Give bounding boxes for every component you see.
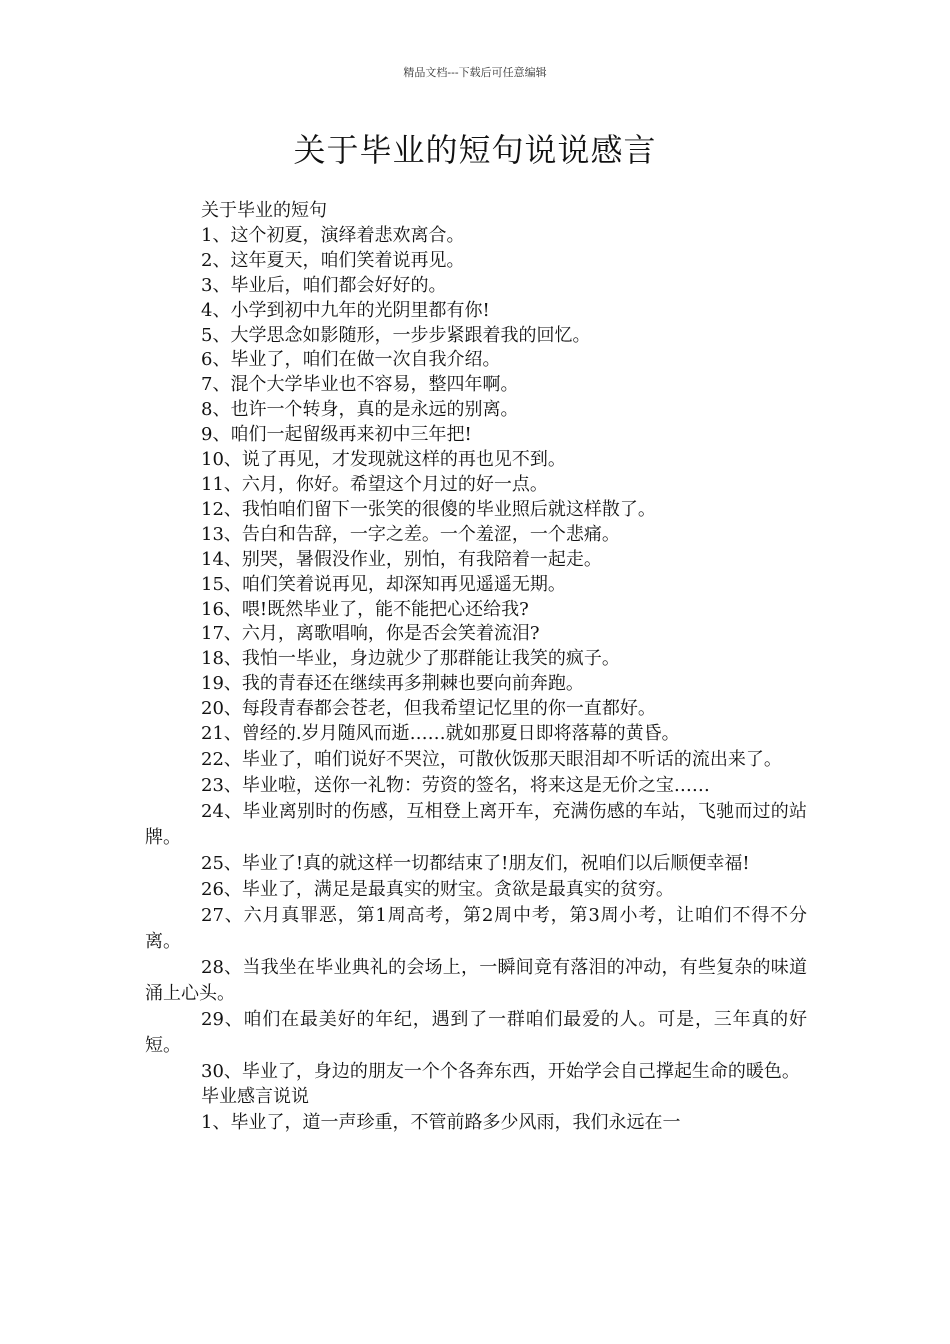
page-title: 关于毕业的短句说说感言 <box>293 131 657 169</box>
list-item: 11、六月，你好。希望这个月过的好一点。 <box>201 473 548 495</box>
list-item: 26、毕业了，满足是最真实的财宝。贪欲是最真实的贫穷。 <box>201 878 674 900</box>
list-item: 3、毕业后，咱们都会好好的。 <box>201 274 447 296</box>
list-item: 23、毕业啦，送你一礼物：劳资的签名，将来这是无价之宝…… <box>201 774 710 796</box>
list-item: 1、这个初夏，演绎着悲欢离合。 <box>201 224 465 246</box>
list-item: 19、我的青春还在继续再多荆棘也要向前奔跑。 <box>201 673 584 695</box>
list-item: 4、小学到初中九年的光阴里都有你! <box>201 299 490 321</box>
list-item: 18、我怕一毕业，身边就少了那群能让我笑的疯子。 <box>201 648 620 670</box>
list-item: 12、我怕咱们留下一张笑的很傻的毕业照后就这样散了。 <box>201 498 656 520</box>
list-item: 2、这年夏天，咱们笑着说再见。 <box>201 249 465 271</box>
list-item: 14、别哭，暑假没作业，别怕，有我陪着一起走。 <box>201 548 602 570</box>
list-item: 9、咱们一起留级再来初中三年把! <box>201 424 472 446</box>
list-item: 7、混个大学毕业也不容易，整四年啊。 <box>201 374 519 396</box>
list-item: 27、六月真罪恶，第1周高考，第2周中考，第3周小考，让咱们不得不分离。 <box>145 904 807 952</box>
list-item: 15、咱们笑着说再见，却深知再见遥遥无期。 <box>201 573 566 595</box>
list-item: 5、大学思念如影随形，一步步紧跟着我的回忆。 <box>201 324 591 346</box>
list-item: 29、咱们在最美好的年纪，遇到了一群咱们最爱的人。可是，三年真的好短。 <box>145 1008 807 1056</box>
list-item: 20、每段青春都会苍老，但我希望记忆里的你一直都好。 <box>201 698 656 720</box>
list-item: 13、告白和告辞，一字之差。一个羞涩，一个悲痛。 <box>201 523 620 545</box>
list-item: 1、毕业了，道一声珍重，不管前路多少风雨，我们永远在一 <box>201 1111 681 1133</box>
list-item: 16、喂!既然毕业了，能不能把心还给我? <box>201 598 529 620</box>
list-item: 21、曾经的.岁月随风而逝……就如那夏日即将落幕的黄昏。 <box>201 723 680 745</box>
header-note: 精品文档---下载后可任意编辑 <box>403 66 547 79</box>
list-item: 25、毕业了!真的就这样一切都结束了!朋友们，祝咱们以后顺便幸福! <box>201 852 750 874</box>
section-heading-short-sentences: 关于毕业的短句 <box>201 200 327 221</box>
list-item: 28、当我坐在毕业典礼的会场上，一瞬间竟有落泪的冲动，有些复杂的味道涌上心头。 <box>145 956 807 1004</box>
list-item: 24、毕业离别时的伤感，互相登上离开车，充满伤感的车站，飞驰而过的站牌。 <box>145 800 807 848</box>
list-item: 30、毕业了，身边的朋友一个个各奔东西，开始学会自己撑起生命的暖色。 <box>201 1060 800 1082</box>
list-item: 10、说了再见，才发现就这样的再也见不到。 <box>201 449 566 471</box>
list-item: 22、毕业了，咱们说好不哭泣，可散伙饭那天眼泪却不听话的流出来了。 <box>201 748 782 770</box>
list-item: 6、毕业了，咱们在做一次自我介绍。 <box>201 349 501 371</box>
list-item: 17、六月，离歌唱响，你是否会笑着流泪? <box>201 623 540 645</box>
section-heading-graduation-remarks: 毕业感言说说 <box>201 1085 309 1107</box>
document-body <box>145 199 807 1136</box>
list-item: 8、也许一个转身，真的是永远的别离。 <box>201 399 519 421</box>
